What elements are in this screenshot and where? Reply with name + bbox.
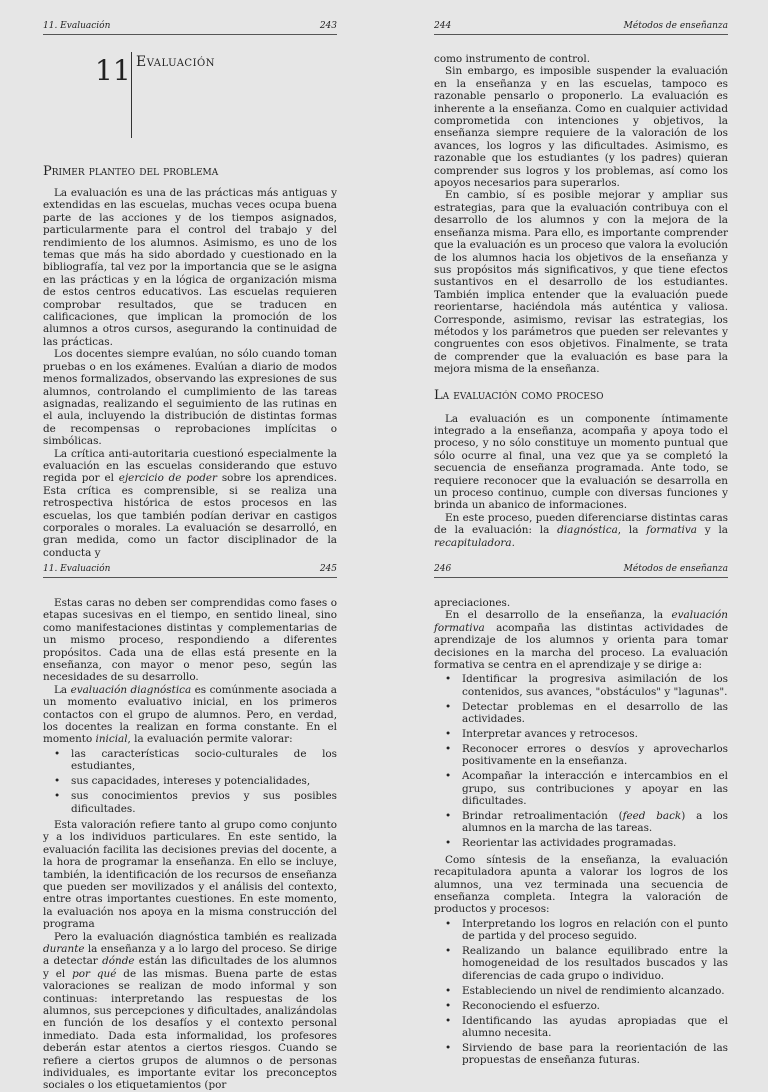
paragraph: como instrumento de control. — [434, 53, 590, 65]
paragraph: apreciaciones. — [434, 597, 511, 609]
page-246 — [434, 560, 729, 1067]
list-item: • Realizando un balance equilibrado entre la homogeneidad de los resultados buscados y las diferencias de cada grupo o individuo. — [462, 945, 728, 982]
emphasis: ejercicio de poder — [118, 472, 217, 485]
list-item: • sus conocimientos previos y sus posibles dificultades. — [71, 790, 337, 815]
emphasis: por qué — [72, 967, 117, 980]
list-item: • Detectar problemas en el desarrollo de las actividades. — [462, 701, 728, 726]
text-run: la enseñanza y a lo largo del proceso. Se dirige a detectar — [43, 942, 337, 968]
text-run: sobre los aprendices. Esta crítica es comprensible, si se realiza una retrospectiva histórica de estos procesos en las escuelas, los que también podían derivar en castigos corporales o morales. La evaluación se desarrolló, en gran medida, como un factor disciplinador de la conducta y — [43, 472, 337, 559]
text-run: , la — [617, 524, 647, 537]
emphasis: recapituladora — [434, 536, 512, 549]
text-run: ) a los alumnos en la marcha de las tareas. — [462, 810, 729, 835]
paragraph: Como síntesis de la enseñanza, la evaluación recapituladora apunta a valorar los logros de los alumnos, una vez terminada una secuencia de enseñanza completa. Integra la valoración de productos y procesos: — [434, 853, 728, 916]
running-header — [434, 20, 728, 35]
list-item: • las características socio-culturales de los estudiantes, — [71, 748, 337, 773]
bullet-list — [434, 918, 728, 1067]
text-run: La crítica anti-autoritaria cuestionó especialmente la evaluación en las escuelas considerando que estuvo regida por el — [43, 447, 337, 485]
paragraph — [43, 931, 337, 1092]
page-body — [434, 597, 728, 1071]
page-number: 243 — [319, 21, 337, 31]
list-item: • sus capacidades, intereses y potencialidades, — [71, 775, 337, 787]
running-header — [43, 20, 337, 35]
emphasis: diagnóstica — [557, 524, 618, 537]
header-book-title: Métodos de enseñanza — [623, 21, 728, 31]
header-chapter: 11. Evaluación — [43, 21, 111, 31]
text-run: Pero la evaluación diagnóstica también es realizada — [54, 930, 337, 943]
text-run: En el desarrollo de la enseñanza, la — [445, 609, 672, 622]
list-item: • Reorientar las actividades programadas. — [462, 837, 728, 849]
emphasis: evaluación diagnóstica — [70, 683, 192, 696]
emphasis: formativa — [646, 524, 697, 537]
running-header — [434, 563, 728, 578]
paragraph — [434, 512, 728, 549]
text-run: es comúnmente asociada a un momento evaluativo inicial, en los primeros contactos con el grupo de alumnos. Pero, en verdad, los docentes la realizan en forma constante. En el momento — [43, 683, 337, 746]
list-item: • Estableciendo un nivel de rendimiento alcanzado. — [462, 985, 728, 997]
paragraph: Esta valoración refiere tanto al grupo como conjunto y a los individuos particulares. En este sentido, la evaluación facilita las decisiones previas del docente, a la hora de programar la enseñanza. En ello se incluye, también, la identificación de los recursos de enseñanza que pueden ser movilizados y el análisis del contexto, entre otras importantes cuestiones. En este momento, la evaluación nos apoya en la misma construcción del programa — [43, 818, 337, 931]
paragraph: La evaluación es un componente íntimamente integrado a la enseñanza, acompaña y apoya todo el proceso, y no sólo constituye un momento puntual que sólo ocurre al final, una vez que ya se completó la secuencia de enseñanza programada. Ante todo, se requiere reconocer que la evaluación se desarrolla en un proceso continuo, cumple con diversas funciones y brinda un abanico de informaciones. — [434, 412, 728, 512]
chapter-number: 11 — [95, 54, 131, 87]
page-body — [43, 187, 337, 559]
emphasis: evaluación formativa — [434, 609, 728, 634]
text-run: . — [511, 536, 515, 549]
bullet-list — [434, 673, 728, 849]
page-245 — [43, 560, 338, 1092]
page-number: 245 — [319, 564, 337, 574]
emphasis: dónde — [102, 955, 135, 968]
page-body — [434, 53, 728, 549]
list-item: • Identificando las ayudas apropiadas que el alumno necesita. — [462, 1015, 728, 1040]
page-244 — [434, 0, 728, 549]
page-number: 246 — [434, 564, 452, 574]
list-item: • Interpretando los logros en relación con el punto de partida y del proceso seguido. — [462, 918, 728, 943]
list-item: • Reconocer errores o desvíos y aprovecharlos positivamente en la enseñanza. — [462, 743, 728, 768]
chapter-title: Evaluación — [136, 54, 215, 70]
page-number: 244 — [434, 21, 452, 31]
text-run: y la — [696, 524, 728, 537]
paragraph — [43, 448, 337, 560]
text-run: En este proceso, pueden diferenciarse distintas caras de la evaluación: la — [434, 511, 728, 537]
list-item: • Sirviendo de base para la reorientación de las propuestas de enseñanza futuras. — [462, 1042, 728, 1067]
chapter-divider — [131, 52, 132, 138]
paragraph: Estas caras no deben ser comprendidas como fases o etapas sucesivas en el tiempo, en sentido lineal, sino como manifestaciones distintas y complementarias de un mismo proceso, respondiendo a diferentes propósitos. Cada una de ellas está presente en la enseñanza, con mayor o menor peso, según las necesidades de su desarrollo. — [43, 597, 337, 684]
emphasis: inicial — [95, 733, 128, 746]
text-run: están las dificultades de los alumnos y el — [43, 955, 337, 980]
paragraph: En cambio, sí es posible mejorar y ampliar sus estrategias, para que la evaluación contribuya con el desarrollo de los alumnos y con la mejora de la enseñanza misma. Para ello, es importante comprender que la evaluación es un proceso que valora la evolución de los alumnos hacia los objetivos de la enseñanza y sus propósitos más significativos, y que tiene efectos sustantivos en el desarrollo de los estudiantes. También implica entender que la evaluación puede reorientarse, haciéndola más auténtica y valiosa. Corresponde, asimismo, revisar las estrategias, los métodos y los parámetros que pueden ser relevantes y congruentes con esos objetivos. Finalmente, se trata de comprender que la evaluación es base para la mejora misma de la enseñanza. — [434, 189, 728, 376]
emphasis: feed back — [622, 810, 682, 822]
header-book-title: Métodos de enseñanza — [623, 564, 728, 574]
list-item: • Interpretar avances y retrocesos. — [462, 728, 728, 740]
paragraph: Sin embargo, es imposible suspender la evaluación en la enseñanza y en las escuelas, tampoco es razonable pensarlo o proponerlo. La evaluación es inherente a la enseñanza. Como en cualquier actividad comprometida con intenciones y objetivos, la enseñanza siempre requiere de la valoración de los avances, los logros y las dificultades. Asimismo, es razonable que los estudiantes (y los padres) quieran comprender sus logros y los problemas, así como los apoyos necesarios para superarlos. — [434, 65, 728, 190]
list-item: • Identificar la progresiva asimilación de los contenidos, sus avances, "obstáculos" y "lagunas". — [462, 673, 728, 698]
section-title: La evaluación como proceso — [434, 387, 604, 403]
page-body — [43, 597, 337, 1092]
section-title: Primer planteo del problema — [43, 164, 219, 179]
paragraph — [43, 684, 337, 746]
text-run: , la evaluación permite valorar: — [127, 733, 293, 746]
text-run: La — [54, 683, 71, 696]
header-chapter: 11. Evaluación — [43, 564, 111, 574]
bullet-list — [43, 748, 337, 815]
paragraph: Los docentes siempre evalúan, no sólo cuando toman pruebas o en los exámenes. Evalúan a diario de modos menos formalizados, observando las expresiones de sus alumnos, controlando el cumplimiento de las tareas asignadas, realizando el seguimiento de las rutinas en el aula, incluyendo la distribución de distintas formas de recompensas o reprobaciones implícitas o simbólicas. — [43, 348, 337, 448]
list-item: • Acompañar la interacción e intercambios en el grupo, sus contribuciones y apoyar en las dificultades. — [462, 770, 728, 807]
paragraph — [434, 609, 728, 671]
text-run: Brindar retroalimentación ( — [462, 810, 623, 822]
list-item — [462, 810, 728, 835]
page-243 — [43, 0, 337, 559]
paragraph: La evaluación es una de las prácticas más antiguas y extendidas en las escuelas, muchas veces ocupa buena parte de las acciones y de los tiempos asignados, particularmente para el control del trabajo y del rendimiento de los alumnos. Asimismo, es uno de los temas que más ha sido abordado y cuestionado en la bibliografía, tal vez por la importancia que se le asigna en las prácticas y en la lógica de organización misma de estos centros educativos. Las escuelas requieren comprobar resultados, que se traducen en calificaciones, que implican la promoción de los alumnos a otros cursos, asegurando la continuidad de las prácticas. — [43, 187, 337, 348]
emphasis: durante — [43, 942, 85, 955]
text-run: de las mismas. Buena parte de estas valoraciones se realizan de modo informal y son continuas: interpretando las respuestas de los alumnos, sus percepciones y dificultades, analizándolas en función de los desafíos y el contexto personal inmediato. Dada esta informalidad, los profesores deberán estar atentos a ciertos riesgos. Cuando se refiere a ciertos grupos de alumnos o de personas individuales, es importante evitar los preconceptos sociales o los etiquetamientos (por — [43, 967, 338, 1092]
text-run: acompaña las distintas actividades de aprendizaje de los alumnos y orienta para tomar decisiones en la marcha del proceso. La evaluación formativa se centra en el aprendizaje y se dirige a: — [434, 621, 728, 672]
running-header — [43, 563, 337, 578]
list-item: • Reconociendo el esfuerzo. — [462, 1000, 728, 1012]
